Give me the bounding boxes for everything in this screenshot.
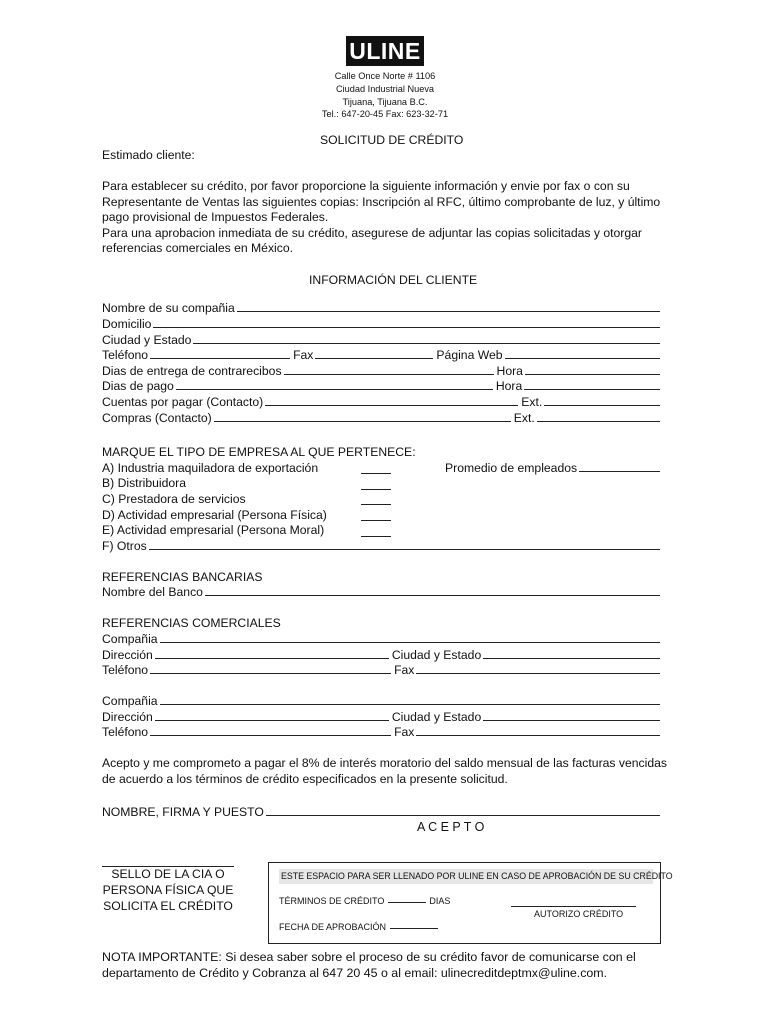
- important-note: NOTA IMPORTANTE: Si desea saber sobre el proceso de su crédito favor de comunicarse con el departamento de Crédito y Cobranza al 647 20 45 o al email: ulinecreditdeptmx@uline.com.: [102, 950, 636, 980]
- option-a-checkbox[interactable]: [361, 473, 391, 474]
- authorization-line[interactable]: [511, 906, 636, 907]
- intro-paragraph: Para establecer su crédito, por favor proporcione la siguiente información y envie por fax o con su Representante de Ventas las siguientes copias: Inscripción al RFC, último comprobante de luz, y último pago provisional de Impuestos Federales. Para una aprobacion inmediata de su crédito, asegurese de adjuntar las copias solicitadas y otorgar referencias comerciales en México.: [102, 179, 661, 256]
- payment-days-row[interactable]: Dias de pago Hora: [102, 378, 662, 393]
- commercial-refs-heading: REFERENCIAS COMERCIALES: [102, 616, 281, 630]
- office-use-box: [268, 862, 673, 944]
- other-type-field[interactable]: F) Otros: [102, 538, 662, 553]
- office-use-header: ESTE ESPACIO PARA SER LLENADO POR ULINE EN CASO DE APROBACIÓN DE SU CRÉDITO: [279, 869, 653, 884]
- greeting: Estimado cliente:: [102, 148, 195, 162]
- company-type-option: B) Distribuidora: [102, 476, 186, 490]
- credit-terms-field[interactable]: TÉRMINOS DE CRÉDITO DIAS: [279, 896, 451, 906]
- company-type-heading: MARQUE EL TIPO DE EMPRESA AL QUE PERTENECE:: [102, 445, 416, 459]
- uline-logo: ULINE: [346, 36, 424, 66]
- option-c-checkbox[interactable]: [361, 504, 391, 505]
- company-type-option: C) Prestadora de servicios: [102, 492, 246, 506]
- payables-contact-row[interactable]: Cuentas por pagar (Contacto) Ext.: [102, 394, 662, 409]
- company-name-field[interactable]: Nombre de su compañia: [102, 300, 662, 315]
- company-type-option: E) Actividad empresarial (Persona Moral): [102, 523, 325, 537]
- ref2-phone-row[interactable]: Teléfono Fax: [102, 724, 662, 739]
- city-state-field[interactable]: Ciudad y Estado: [102, 332, 662, 347]
- address-line: Tijuana, Tijuana B.C.: [342, 97, 428, 107]
- approval-date-field[interactable]: FECHA DE APROBACIÓN: [279, 922, 441, 932]
- authorized-label: AUTORIZO CRÉDITO: [534, 909, 624, 919]
- option-e-checkbox[interactable]: [361, 536, 391, 537]
- ref1-company-field[interactable]: Compañia: [102, 631, 662, 646]
- purchasing-contact-row[interactable]: Compras (Contacto) Ext.: [102, 410, 662, 425]
- address-line: Ciudad Industrial Nueva: [335, 84, 435, 94]
- company-type-option: A) Industria maquiladora de exportación: [102, 461, 319, 475]
- address-line: Tel.: 647-20-45 Fax: 623-32-71: [321, 109, 449, 119]
- employees-field[interactable]: Promedio de empleados: [445, 461, 662, 475]
- signature-field[interactable]: NOMBRE, FIRMA Y PUESTO: [102, 804, 662, 819]
- ref2-address-row[interactable]: Dirección Ciudad y Estado: [102, 709, 662, 724]
- address-field[interactable]: Domicilio: [102, 316, 662, 331]
- ref1-phone-row[interactable]: Teléfono Fax: [102, 662, 662, 677]
- delivery-days-row[interactable]: Dias de entrega de contrarecibos Hora: [102, 363, 662, 378]
- ref2-company-field[interactable]: Compañia: [102, 693, 662, 708]
- accept-label: A C E P T O: [417, 820, 485, 834]
- ref1-address-row[interactable]: Dirección Ciudad y Estado: [102, 647, 662, 662]
- option-b-checkbox[interactable]: [361, 489, 391, 490]
- phone-fax-web-row[interactable]: Teléfono Fax Página Web: [102, 347, 662, 362]
- address-line: Calle Once Norte # 1106: [334, 71, 436, 81]
- seal-label: SELLO DE LA CIA O PERSONA FÍSICA QUE SOLICITA EL CRÉDITO: [102, 867, 234, 913]
- agreement-paragraph: Acepto y me comprometo a pagar el 8% de interés moratorio del saldo mensual de las facturas vencidas de acuerdo a los términos de crédito especificados en la presente solicitud.: [102, 756, 667, 786]
- bank-name-field[interactable]: Nombre del Banco: [102, 584, 662, 599]
- option-d-checkbox[interactable]: [361, 520, 391, 521]
- bank-refs-heading: REFERENCIAS BANCARIAS: [102, 570, 263, 584]
- client-section-heading: INFORMACIÓN DEL CLIENTE: [309, 273, 478, 287]
- form-title: SOLICITUD DE CRÉDITO: [320, 133, 464, 147]
- company-type-option: D) Actividad empresarial (Persona Física): [102, 508, 327, 522]
